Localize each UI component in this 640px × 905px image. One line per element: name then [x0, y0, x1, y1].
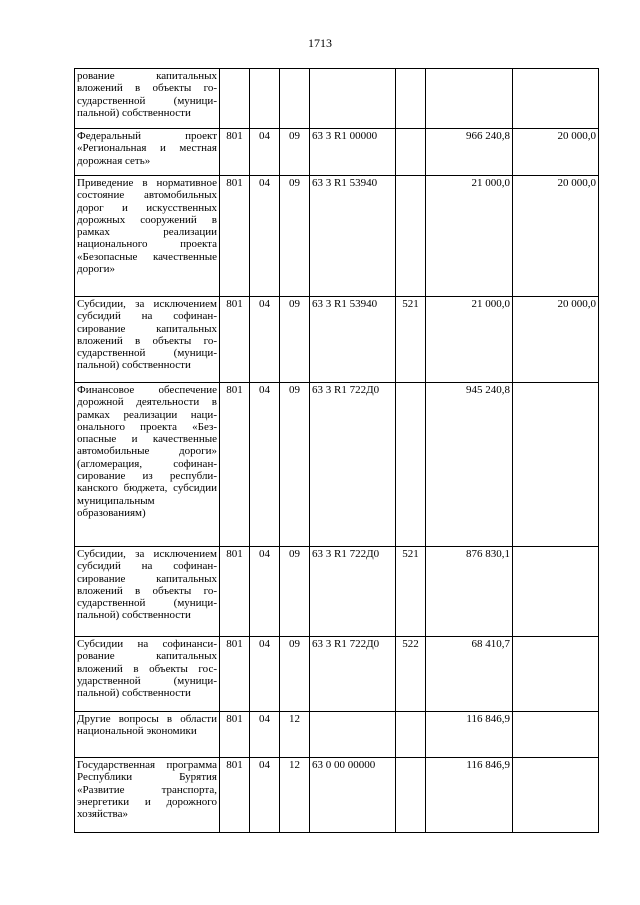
cell-glava: 801 [220, 297, 250, 383]
cell-vr: 521 [396, 547, 426, 637]
cell-vr [396, 69, 426, 129]
cell-rz: 04 [250, 712, 280, 758]
cell-name: Субсидии, за исключением субсидий на софинансирование капитальных вложений в объекты государственной (муниципальной) собственности [75, 547, 220, 637]
cell-name: Приведение в нормативное состояние автомобильных дорог и искусственных дорожных сооружений в рамках реализации национального проекта «Безопасные качественные дороги» [75, 176, 220, 297]
table-row [75, 547, 599, 637]
cell-rz: 04 [250, 383, 280, 547]
cell-csr [310, 712, 396, 758]
cell-glava: 801 [220, 129, 250, 176]
cell-sum-1: 21 000,0 [426, 176, 513, 297]
table-row [75, 176, 599, 297]
cell-sum-2: 20 000,0 [513, 129, 599, 176]
cell-pr: 09 [280, 547, 310, 637]
cell-vr [396, 176, 426, 297]
cell-sum-2: 20 000,0 [513, 176, 599, 297]
cell-vr [396, 758, 426, 833]
cell-rz: 04 [250, 547, 280, 637]
table-row [75, 297, 599, 383]
cell-sum-2 [513, 547, 599, 637]
cell-csr: 63 3 R1 722Д0 [310, 637, 396, 712]
table-row [75, 69, 599, 129]
cell-pr: 09 [280, 383, 310, 547]
cell-name: Другие вопросы в области национальной экономики [75, 712, 220, 758]
cell-name: рование капитальных вложений в объекты государственной (муниципальной) собственности [75, 69, 220, 129]
cell-vr [396, 383, 426, 547]
cell-sum-1: 116 846,9 [426, 758, 513, 833]
table-row [75, 129, 599, 176]
cell-pr: 09 [280, 176, 310, 297]
cell-rz: 04 [250, 758, 280, 833]
cell-csr: 63 3 R1 00000 [310, 129, 396, 176]
cell-sum-2: 20 000,0 [513, 297, 599, 383]
cell-pr: 09 [280, 129, 310, 176]
cell-csr: 63 0 00 00000 [310, 758, 396, 833]
page-number: 1713 [308, 36, 332, 50]
cell-glava: 801 [220, 176, 250, 297]
cell-glava: 801 [220, 383, 250, 547]
table-row [75, 383, 599, 547]
cell-sum-2 [513, 758, 599, 833]
cell-pr: 12 [280, 758, 310, 833]
cell-csr: 63 3 R1 53940 [310, 176, 396, 297]
cell-pr: 12 [280, 712, 310, 758]
cell-csr: 63 3 R1 53940 [310, 297, 396, 383]
cell-pr: 09 [280, 297, 310, 383]
cell-vr: 522 [396, 637, 426, 712]
cell-sum-2 [513, 383, 599, 547]
cell-sum-1: 945 240,8 [426, 383, 513, 547]
cell-rz: 04 [250, 129, 280, 176]
cell-rz: 04 [250, 297, 280, 383]
cell-sum-1 [426, 69, 513, 129]
cell-name: Субсидии на софинансирование капитальных вложений в объекты государственной (муниципальной) собственности [75, 637, 220, 712]
cell-sum-1: 876 830,1 [426, 547, 513, 637]
cell-rz [250, 69, 280, 129]
cell-glava: 801 [220, 758, 250, 833]
cell-sum-2 [513, 69, 599, 129]
cell-name: Финансовое обеспечение дорожной деятельности в рамках реализации национального проекта «Безопасные и качественные автомобильные дороги» (агломерация, софинансирование из республиканского бюджета, субсидии муниципальным образованиям) [75, 383, 220, 547]
cell-vr [396, 129, 426, 176]
cell-glava [220, 69, 250, 129]
budget-table-body [75, 69, 599, 833]
cell-sum-2 [513, 637, 599, 712]
cell-pr [280, 69, 310, 129]
cell-name: Государственная программа Республики Бурятия «Развитие транспорта, энергетики и дорожного хозяйства» [75, 758, 220, 833]
cell-sum-2 [513, 712, 599, 758]
cell-sum-1: 116 846,9 [426, 712, 513, 758]
cell-name: Федеральный проект «Региональная и местная дорожная сеть» [75, 129, 220, 176]
cell-rz: 04 [250, 176, 280, 297]
budget-table [74, 68, 599, 833]
cell-vr: 521 [396, 297, 426, 383]
cell-csr [310, 69, 396, 129]
cell-glava: 801 [220, 547, 250, 637]
cell-sum-1: 966 240,8 [426, 129, 513, 176]
table-row [75, 637, 599, 712]
cell-csr: 63 3 R1 722Д0 [310, 547, 396, 637]
cell-glava: 801 [220, 637, 250, 712]
cell-csr: 63 3 R1 722Д0 [310, 383, 396, 547]
cell-glava: 801 [220, 712, 250, 758]
cell-vr [396, 712, 426, 758]
table-row [75, 758, 599, 833]
cell-pr: 09 [280, 637, 310, 712]
cell-sum-1: 68 410,7 [426, 637, 513, 712]
table-row [75, 712, 599, 758]
cell-name: Субсидии, за исключением субсидий на софинансирование капитальных вложений в объекты государственной (муниципальной) собственности [75, 297, 220, 383]
cell-sum-1: 21 000,0 [426, 297, 513, 383]
cell-rz: 04 [250, 637, 280, 712]
